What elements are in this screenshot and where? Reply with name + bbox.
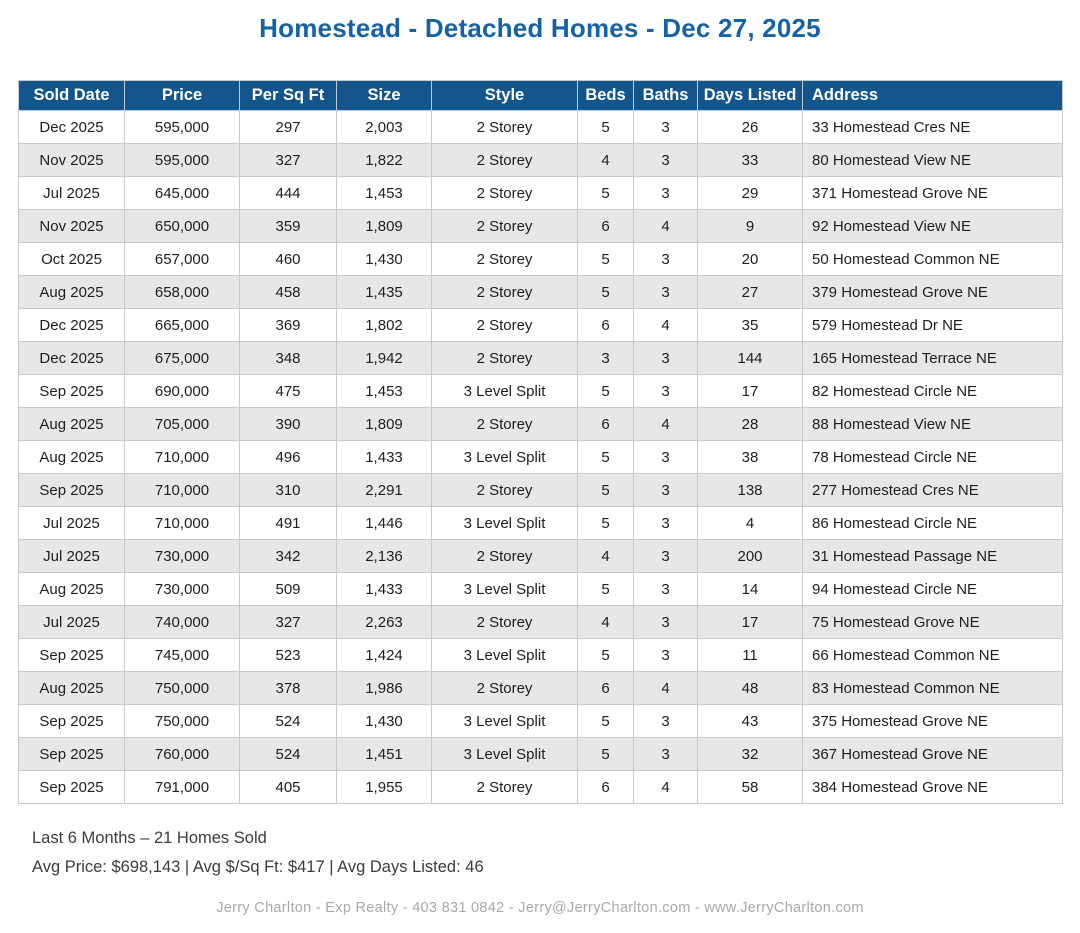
table-cell: 3 (634, 738, 698, 771)
table-row (19, 738, 1063, 771)
table-cell: 2 Storey (432, 540, 578, 573)
table-cell: 390 (240, 408, 337, 441)
table-row (19, 342, 1063, 375)
table-cell: Sep 2025 (19, 771, 125, 804)
table-cell: 1,809 (337, 210, 432, 243)
table-cell: 3 (634, 342, 698, 375)
table-cell: 750,000 (125, 672, 240, 705)
table-cell: 27 (698, 276, 803, 309)
table-cell: Jul 2025 (19, 606, 125, 639)
table-cell: 32 (698, 738, 803, 771)
table-cell: Nov 2025 (19, 144, 125, 177)
table-cell: 3 (634, 573, 698, 606)
table-cell: Aug 2025 (19, 408, 125, 441)
table-cell: 2 Storey (432, 771, 578, 804)
table-cell: 645,000 (125, 177, 240, 210)
table-cell: 277 Homestead Cres NE (803, 474, 1063, 507)
table-cell: 83 Homestead Common NE (803, 672, 1063, 705)
table-cell: Dec 2025 (19, 342, 125, 375)
table-cell: Sep 2025 (19, 705, 125, 738)
table-cell: 33 (698, 144, 803, 177)
table-cell: 2 Storey (432, 408, 578, 441)
table-cell: 4 (578, 606, 634, 639)
table-cell: Aug 2025 (19, 672, 125, 705)
table-cell: Aug 2025 (19, 573, 125, 606)
column-header-style: Style (432, 81, 578, 111)
table-cell: 3 (634, 243, 698, 276)
table-cell: 5 (578, 705, 634, 738)
table-cell: 4 (634, 210, 698, 243)
table-cell: Nov 2025 (19, 210, 125, 243)
table-cell: 94 Homestead Circle NE (803, 573, 1063, 606)
table-cell: 3 Level Split (432, 573, 578, 606)
table-cell: 375 Homestead Grove NE (803, 705, 1063, 738)
table-cell: 6 (578, 672, 634, 705)
table-row (19, 474, 1063, 507)
table-cell: 4 (698, 507, 803, 540)
table-cell: 88 Homestead View NE (803, 408, 1063, 441)
table-cell: 1,446 (337, 507, 432, 540)
table-cell: 327 (240, 606, 337, 639)
table-row (19, 507, 1063, 540)
table-cell: 710,000 (125, 441, 240, 474)
table-cell: Sep 2025 (19, 474, 125, 507)
table-cell: 4 (634, 672, 698, 705)
table-cell: 745,000 (125, 639, 240, 672)
table-cell: 710,000 (125, 507, 240, 540)
table-cell: 86 Homestead Circle NE (803, 507, 1063, 540)
table-cell: 378 (240, 672, 337, 705)
table-cell: 3 (634, 705, 698, 738)
column-header-per-sq-ft: Per Sq Ft (240, 81, 337, 111)
table-cell: 20 (698, 243, 803, 276)
table-cell: 348 (240, 342, 337, 375)
table-cell: 2 Storey (432, 276, 578, 309)
table-row (19, 375, 1063, 408)
table-cell: Jul 2025 (19, 540, 125, 573)
table-cell: 3 (578, 342, 634, 375)
table-cell: 3 (634, 639, 698, 672)
table-cell: 2 Storey (432, 177, 578, 210)
table-cell: 29 (698, 177, 803, 210)
table-cell: 6 (578, 210, 634, 243)
table-cell: 405 (240, 771, 337, 804)
table-cell: 2 Storey (432, 672, 578, 705)
table-cell: 2 Storey (432, 111, 578, 144)
table-body (19, 111, 1063, 804)
table-row (19, 309, 1063, 342)
table-cell: 1,986 (337, 672, 432, 705)
column-header-address: Address (803, 81, 1063, 111)
table-row (19, 210, 1063, 243)
column-header-price: Price (125, 81, 240, 111)
table-cell: 3 (634, 474, 698, 507)
table-cell: 650,000 (125, 210, 240, 243)
table-cell: 2 Storey (432, 342, 578, 375)
table-cell: 5 (578, 111, 634, 144)
table-cell: 509 (240, 573, 337, 606)
table-cell: 50 Homestead Common NE (803, 243, 1063, 276)
table-cell: 3 (634, 144, 698, 177)
table-cell: 730,000 (125, 540, 240, 573)
table-cell: 3 (634, 606, 698, 639)
table-cell: 3 (634, 441, 698, 474)
table-row (19, 573, 1063, 606)
table-cell: 1,433 (337, 573, 432, 606)
table-row (19, 771, 1063, 804)
table-cell: 4 (578, 144, 634, 177)
table-header (19, 81, 1063, 111)
table-cell: 3 (634, 177, 698, 210)
table-cell: Aug 2025 (19, 276, 125, 309)
table-cell: 1,433 (337, 441, 432, 474)
table-cell: 1,451 (337, 738, 432, 771)
table-cell: 5 (578, 375, 634, 408)
table-cell: 3 Level Split (432, 705, 578, 738)
table-cell: 33 Homestead Cres NE (803, 111, 1063, 144)
table-cell: 48 (698, 672, 803, 705)
table-cell: 444 (240, 177, 337, 210)
table-row (19, 243, 1063, 276)
table-cell: 657,000 (125, 243, 240, 276)
table-cell: 5 (578, 738, 634, 771)
table-row (19, 111, 1063, 144)
table-cell: 6 (578, 408, 634, 441)
table-row (19, 408, 1063, 441)
table-cell: 3 (634, 540, 698, 573)
column-header-beds: Beds (578, 81, 634, 111)
table-cell: 3 (634, 276, 698, 309)
table-cell: 144 (698, 342, 803, 375)
table-cell: 705,000 (125, 408, 240, 441)
table-cell: 760,000 (125, 738, 240, 771)
table-cell: 342 (240, 540, 337, 573)
table-cell: 28 (698, 408, 803, 441)
table-cell: 367 Homestead Grove NE (803, 738, 1063, 771)
table-cell: 379 Homestead Grove NE (803, 276, 1063, 309)
table-cell: 327 (240, 144, 337, 177)
table-cell: Dec 2025 (19, 309, 125, 342)
table-cell: 595,000 (125, 111, 240, 144)
table-cell: 9 (698, 210, 803, 243)
table-cell: 675,000 (125, 342, 240, 375)
table-cell: 730,000 (125, 573, 240, 606)
table-cell: 658,000 (125, 276, 240, 309)
table-cell: 458 (240, 276, 337, 309)
table-cell: 791,000 (125, 771, 240, 804)
table-cell: 1,802 (337, 309, 432, 342)
table-cell: 5 (578, 243, 634, 276)
table-cell: 1,453 (337, 177, 432, 210)
table-cell: 369 (240, 309, 337, 342)
table-row (19, 672, 1063, 705)
table-cell: 2 Storey (432, 144, 578, 177)
table-cell: 1,435 (337, 276, 432, 309)
table-cell: 523 (240, 639, 337, 672)
table-cell: 1,942 (337, 342, 432, 375)
table-cell: 1,955 (337, 771, 432, 804)
table-cell: 524 (240, 705, 337, 738)
table-cell: 579 Homestead Dr NE (803, 309, 1063, 342)
table-cell: 4 (634, 408, 698, 441)
table-row (19, 639, 1063, 672)
table-cell: 3 Level Split (432, 375, 578, 408)
table-cell: 43 (698, 705, 803, 738)
table-cell: 58 (698, 771, 803, 804)
table-cell: 75 Homestead Grove NE (803, 606, 1063, 639)
summary-block (32, 824, 1080, 882)
table-cell: 82 Homestead Circle NE (803, 375, 1063, 408)
table-cell: 1,424 (337, 639, 432, 672)
table-cell: 92 Homestead View NE (803, 210, 1063, 243)
table-cell: 4 (634, 309, 698, 342)
agent-credit-line: Jerry Charlton - Exp Realty - 403 831 0842 - Jerry@JerryCharlton.com - www.JerryCharlton.com (216, 900, 864, 916)
table-cell: 3 (634, 111, 698, 144)
table-cell: 2 Storey (432, 243, 578, 276)
table-cell: 740,000 (125, 606, 240, 639)
table-cell: Jul 2025 (19, 507, 125, 540)
table-cell: 17 (698, 375, 803, 408)
table-row (19, 276, 1063, 309)
table-cell: 14 (698, 573, 803, 606)
table-cell: 1,822 (337, 144, 432, 177)
table-cell: 710,000 (125, 474, 240, 507)
table-cell: 200 (698, 540, 803, 573)
table-cell: 297 (240, 111, 337, 144)
table-cell: 690,000 (125, 375, 240, 408)
table-cell: 3 Level Split (432, 738, 578, 771)
table-cell: Sep 2025 (19, 738, 125, 771)
table-cell: 5 (578, 276, 634, 309)
table-row (19, 144, 1063, 177)
table-cell: 2,003 (337, 111, 432, 144)
table-cell: 1,430 (337, 243, 432, 276)
table-cell: 78 Homestead Circle NE (803, 441, 1063, 474)
column-header-days-listed: Days Listed (698, 81, 803, 111)
table-cell: 3 Level Split (432, 639, 578, 672)
table-cell: 750,000 (125, 705, 240, 738)
table-cell: 38 (698, 441, 803, 474)
table-cell: 3 (634, 507, 698, 540)
table-cell: 17 (698, 606, 803, 639)
table-cell: 310 (240, 474, 337, 507)
table-cell: 2 Storey (432, 606, 578, 639)
table-cell: 4 (578, 540, 634, 573)
table-cell: 5 (578, 474, 634, 507)
table-cell: 11 (698, 639, 803, 672)
table-cell: 359 (240, 210, 337, 243)
table-cell: 26 (698, 111, 803, 144)
table-cell: 80 Homestead View NE (803, 144, 1063, 177)
table-cell: 2,263 (337, 606, 432, 639)
table-cell: 665,000 (125, 309, 240, 342)
table-row (19, 441, 1063, 474)
page-title: Homestead - Detached Homes - Dec 27, 2025 (259, 13, 821, 43)
table-cell: 2,136 (337, 540, 432, 573)
column-header-baths: Baths (634, 81, 698, 111)
table-cell: Sep 2025 (19, 639, 125, 672)
table-cell: 5 (578, 639, 634, 672)
table-cell: 138 (698, 474, 803, 507)
column-header-size: Size (337, 81, 432, 111)
table-cell: Dec 2025 (19, 111, 125, 144)
table-cell: 524 (240, 738, 337, 771)
table-row (19, 705, 1063, 738)
table-cell: 5 (578, 177, 634, 210)
table-cell: 460 (240, 243, 337, 276)
table-cell: 475 (240, 375, 337, 408)
table-row (19, 177, 1063, 210)
table-cell: 496 (240, 441, 337, 474)
table-cell: 1,430 (337, 705, 432, 738)
column-header-sold-date: Sold Date (19, 81, 125, 111)
summary-homes-sold: Last 6 Months – 21 Homes Sold (32, 829, 267, 847)
table-cell: 4 (634, 771, 698, 804)
table-cell: 3 Level Split (432, 507, 578, 540)
table-cell: 2,291 (337, 474, 432, 507)
table-cell: 66 Homestead Common NE (803, 639, 1063, 672)
table-cell: 6 (578, 309, 634, 342)
table-cell: 1,809 (337, 408, 432, 441)
table-cell: 5 (578, 573, 634, 606)
table-row (19, 540, 1063, 573)
table-cell: 165 Homestead Terrace NE (803, 342, 1063, 375)
table-cell: 35 (698, 309, 803, 342)
table-cell: 6 (578, 771, 634, 804)
table-cell: 31 Homestead Passage NE (803, 540, 1063, 573)
sold-homes-table (18, 80, 1063, 804)
table-cell: 3 Level Split (432, 441, 578, 474)
summary-averages: Avg Price: $698,143 | Avg $/Sq Ft: $417 | Avg Days Listed: 46 (32, 858, 484, 876)
table-cell: 371 Homestead Grove NE (803, 177, 1063, 210)
table-cell: Aug 2025 (19, 441, 125, 474)
table-header-row (19, 81, 1063, 111)
table-cell: 3 (634, 375, 698, 408)
table-cell: 384 Homestead Grove NE (803, 771, 1063, 804)
table-cell: 2 Storey (432, 210, 578, 243)
table-cell: 2 Storey (432, 309, 578, 342)
table-cell: Jul 2025 (19, 177, 125, 210)
table-cell: 5 (578, 507, 634, 540)
table-cell: Sep 2025 (19, 375, 125, 408)
table-cell: 2 Storey (432, 474, 578, 507)
table-cell: 491 (240, 507, 337, 540)
table-cell: Oct 2025 (19, 243, 125, 276)
table-cell: 5 (578, 441, 634, 474)
table-cell: 595,000 (125, 144, 240, 177)
table-cell: 1,453 (337, 375, 432, 408)
table-row (19, 606, 1063, 639)
